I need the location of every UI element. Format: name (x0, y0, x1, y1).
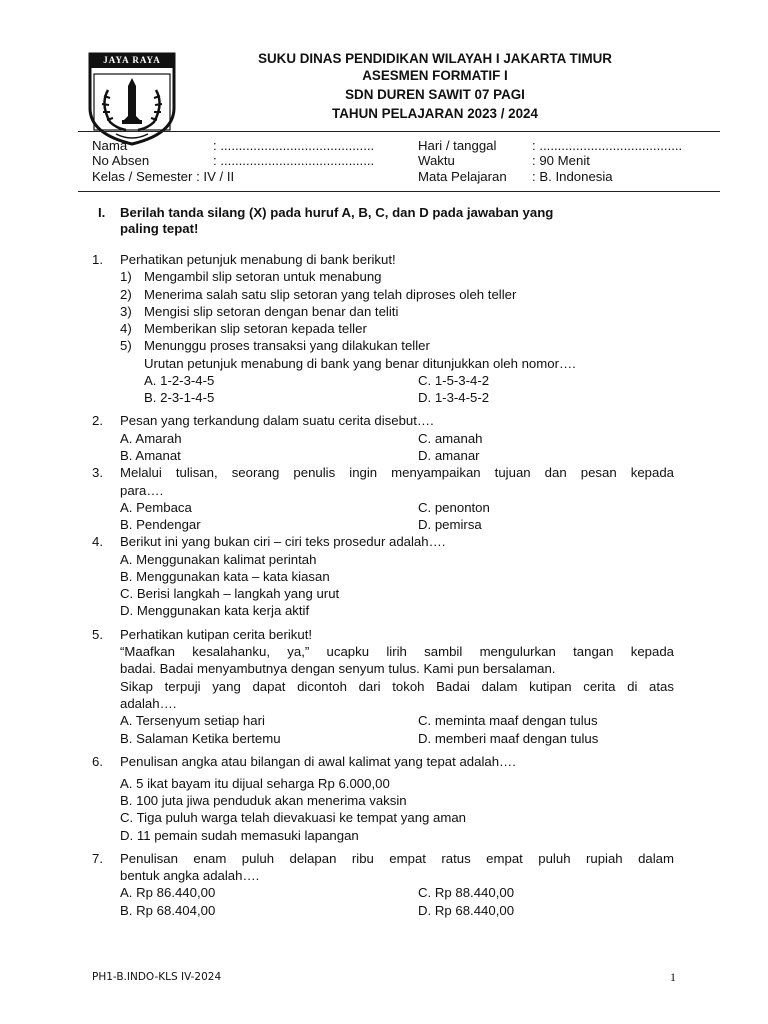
question-number: 7. (92, 851, 103, 866)
mapel-label: Mata Pelajaran (418, 169, 507, 184)
question-text-cont: bentuk angka adalah…. (120, 868, 260, 883)
question-text: Penulisan enam puluh delapan ribu empat ratus empat puluh rupiah dalam (120, 851, 674, 866)
question-number: 4. (92, 534, 103, 549)
option-b[interactable]: B. Rp 68.404,00 (120, 903, 216, 918)
step-number: 1) (120, 269, 132, 284)
section-instruction-cont: paling tepat! (120, 221, 199, 236)
footer-code: PH1-B.INDO-KLS IV-2024 (92, 971, 222, 983)
option-a[interactable]: A. Amarah (120, 431, 182, 446)
question-number: 1. (92, 252, 103, 267)
hari-field[interactable]: : ....................................... (532, 138, 683, 153)
option-c[interactable]: C. Rp 88.440,00 (418, 885, 515, 900)
option-d[interactable]: D. 1-3-4-5-2 (418, 390, 490, 405)
option-c[interactable]: C. meminta maaf dengan tulus (418, 713, 598, 728)
header-school: SDN DUREN SAWIT 07 PAGI (345, 87, 525, 102)
nama-label: Nama (92, 138, 128, 153)
option-b[interactable]: B. 2-3-1-4-5 (144, 390, 215, 405)
step-text: Memberikan slip setoran kepada teller (144, 321, 367, 336)
option-c[interactable]: C. amanah (418, 431, 483, 446)
mapel-value: : B. Indonesia (532, 169, 613, 184)
step-text: Mengambil slip setoran untuk menabung (144, 269, 382, 284)
question-text: Pesan yang terkandung dalam suatu cerita disebut…. (120, 413, 434, 428)
option-a[interactable]: A. Pembaca (120, 500, 192, 515)
page-number: 1 (670, 970, 676, 984)
option-b[interactable]: B. Pendengar (120, 517, 201, 532)
option-c[interactable]: C. 1-5-3-4-2 (418, 373, 490, 388)
hari-label: Hari / tanggal (418, 138, 497, 153)
question-text-cont: para…. (120, 483, 164, 498)
step-text: Menerima salah satu slip setoran yang telah diproses oleh teller (144, 287, 517, 302)
header-year: TAHUN PELAJARAN 2023 / 2024 (332, 106, 538, 121)
option-d[interactable]: D. 11 pemain sudah memasuki lapangan (120, 828, 359, 843)
waktu-value: : 90 Menit (532, 153, 590, 168)
option-a[interactable]: A. Rp 86.440,00 (120, 885, 216, 900)
option-d[interactable]: D. Menggunakan kata kerja aktif (120, 603, 310, 618)
option-c[interactable]: C. penonton (418, 500, 490, 515)
option-d[interactable]: D. Rp 68.440,00 (418, 903, 515, 918)
absen-label: No Absen (92, 153, 150, 168)
question-prompt: Urutan petunjuk menabung di bank yang benar ditunjukkan oleh nomor…. (144, 356, 576, 371)
step-number: 4) (120, 321, 132, 336)
option-a[interactable]: A. 5 ikat bayam itu dijual seharga Rp 6.000,00 (120, 776, 390, 791)
option-c[interactable]: C. Berisi langkah – langkah yang urut (120, 586, 340, 601)
option-b[interactable]: B. Salaman Ketika bertemu (120, 731, 281, 746)
story-quote-cont: badai. Badai menyambutnya dengan senyum tulus. Kami pun bersalaman. (120, 661, 556, 676)
option-b[interactable]: B. Amanat (120, 448, 181, 463)
header-agency: SUKU DINAS PENDIDIKAN WILAYAH I JAKARTA TIMUR (258, 51, 612, 66)
question-prompt: Sikap terpuji yang dapat dicontoh dari tokoh Badai dalam kutipan cerita di atas (120, 679, 674, 694)
waktu-label: Waktu (418, 153, 455, 168)
question-text: Perhatikan petunjuk menabung di bank berikut! (120, 252, 396, 267)
step-number: 3) (120, 304, 132, 319)
option-d[interactable]: D. memberi maaf dengan tulus (418, 731, 599, 746)
kelas-semester: Kelas / Semester : IV / II (92, 169, 235, 184)
option-d[interactable]: D. amanar (418, 448, 480, 463)
section-instruction: Berilah tanda silang (X) pada huruf A, B, C, dan D pada jawaban yang (120, 205, 554, 220)
option-b[interactable]: B. 100 juta jiwa penduduk akan menerima vaksin (120, 793, 407, 808)
question-number: 5. (92, 627, 103, 642)
story-quote: “Maafkan kesalahanku, ya,” ucapku lirih sambil mengulurkan tangan kepada (120, 644, 674, 659)
nama-field[interactable]: : .......................................... (213, 138, 375, 153)
step-text: Menunggu proses transaksi yang dilakukan teller (144, 338, 430, 353)
question-number: 2. (92, 413, 103, 428)
question-number: 6. (92, 754, 103, 769)
question-number: 3. (92, 465, 103, 480)
question-prompt-cont: adalah…. (120, 696, 177, 711)
option-b[interactable]: B. Menggunakan kata – kata kiasan (120, 569, 330, 584)
option-c[interactable]: C. Tiga puluh warga telah dievakuasi ke tempat yang aman (120, 810, 467, 825)
question-text: Perhatikan kutipan cerita berikut! (120, 627, 313, 642)
header-divider-bottom (78, 191, 720, 192)
question-text: Penulisan angka atau bilangan di awal kalimat yang tepat adalah…. (120, 754, 516, 769)
option-a[interactable]: A. Tersenyum setiap hari (120, 713, 265, 728)
option-a[interactable]: A. 1-2-3-4-5 (144, 373, 215, 388)
step-number: 5) (120, 338, 132, 353)
option-d[interactable]: D. pemirsa (418, 517, 482, 532)
logo-banner-text: JAYA RAYA (103, 55, 161, 65)
section-number: I. (98, 205, 106, 220)
absen-field[interactable]: : .......................................... (213, 153, 375, 168)
option-a[interactable]: A. Menggunakan kalimat perintah (120, 552, 317, 567)
step-number: 2) (120, 287, 132, 302)
question-text: Berikut ini yang bukan ciri – ciri teks prosedur adalah…. (120, 534, 446, 549)
header-exam: ASESMEN FORMATIF I (362, 68, 508, 83)
header-divider-top (78, 131, 720, 132)
step-text: Mengisi slip setoran dengan benar dan teliti (144, 304, 399, 319)
question-text: Melalui tulisan, seorang penulis ingin menyampaikan tujuan dan pesan kepada (120, 465, 674, 480)
